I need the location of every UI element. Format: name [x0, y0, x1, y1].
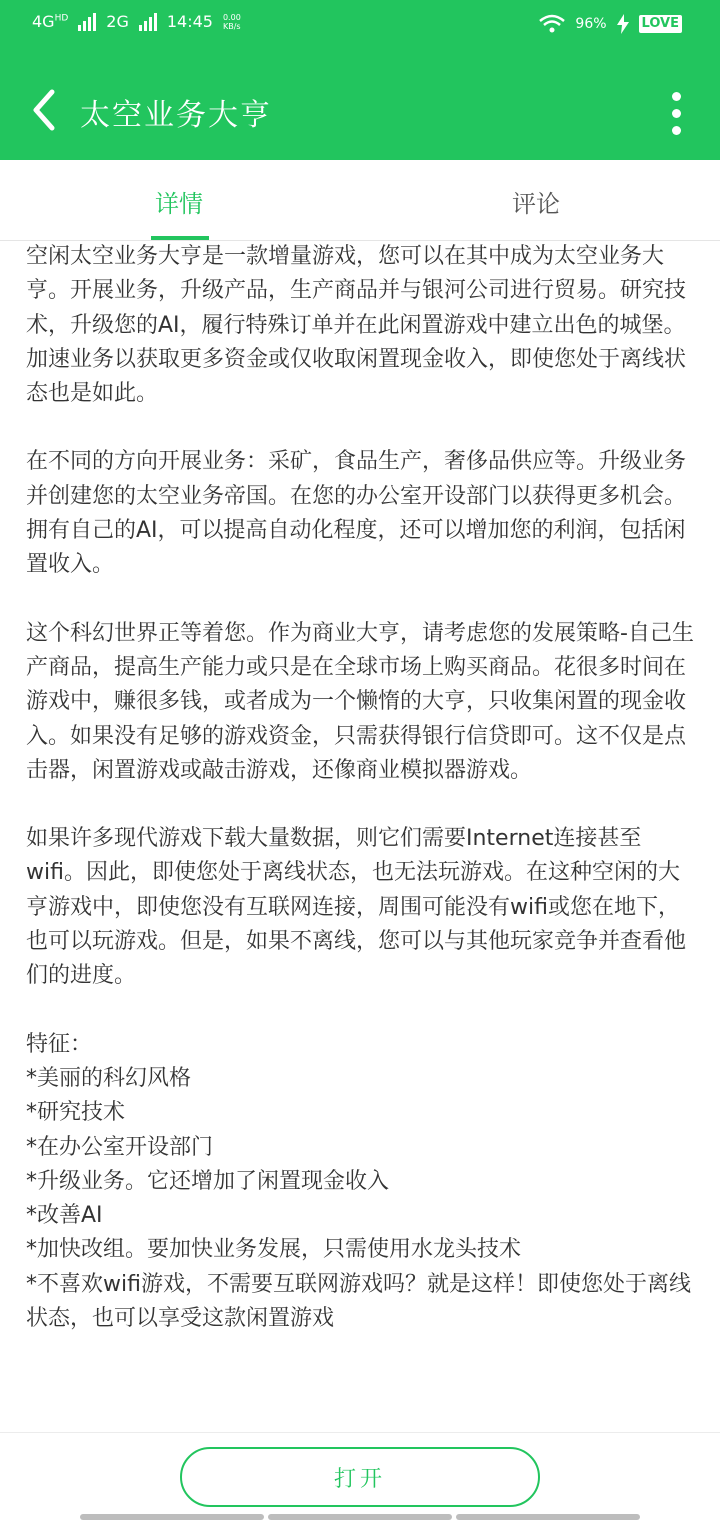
signal-icon: [139, 13, 157, 31]
network-1: $4G^{HD}$: [32, 12, 69, 31]
signal-icon: [78, 13, 96, 31]
chevron-left-icon[interactable]: [26, 88, 62, 132]
tab-details[interactable]: 详情: [155, 190, 203, 218]
network-2: 2G: [106, 12, 129, 31]
feature-item: *研究技术: [26, 1100, 126, 1126]
feature-item: *升级业务。它还增加了闲置现金收入: [26, 1168, 390, 1194]
description: [26, 240, 696, 1336]
footer-bar: [0, 1432, 720, 1521]
description-paragraph: 如果许多现代游戏下载大量数据，则它们需要Internet连接甚至wifi。因此，即使您处于离线状态，也无法玩游戏。在这种空闲的大亨游戏中，即使您没有互联网连接，周围可能没有wifi或您在地下，也可以玩游戏。但是，如果不离线，您可以与其他玩家竞争并查看他们的进度。: [26, 826, 687, 989]
status-right: [539, 14, 682, 34]
nav-gesture-bar[interactable]: [80, 1514, 640, 1520]
tab-comments[interactable]: 评论: [512, 190, 560, 218]
description-paragraph: 这个科幻世界正等着您。作为商业大亨，请考虑您的发展策略-自己生产商品，提高生产能力或只是在全球市场上购买商品。花很多时间在游戏中，赚很多钱，或者成为一个懒惰的大亨，只收集闲置的现金收入。如果没有足够的游戏资金，只需获得银行信贷即可。这不仅是点击器，闲置游戏或敲击游戏，还像商业模拟器游戏。: [26, 620, 694, 783]
charging-icon: [617, 14, 629, 34]
feature-item: *在办公室开设部门: [26, 1134, 214, 1160]
feature-item: *加快改组。要加快业务发展，只需使用水龙头技术: [26, 1237, 522, 1263]
net-speed: 0.00 KB/s: [222, 12, 241, 31]
page-title: 太空业务大亨: [80, 98, 272, 133]
feature-item: *不喜欢wifi游戏，不需要互联网游戏吗？就是这样！即使您处于离线状态，也可以享受这款闲置游戏: [26, 1271, 691, 1332]
feature-item: *改善AI: [26, 1203, 103, 1229]
features-list: [26, 1062, 696, 1336]
brand-badge: LOVE: [639, 15, 682, 33]
tab-bar: [0, 160, 720, 241]
feature-item: *美丽的科幻风格: [26, 1065, 192, 1091]
status-left: [32, 12, 241, 31]
description-paragraph: 空闲太空业务大亨是一款增量游戏，您可以在其中成为太空业务大亨。开展业务，升级产品，生产商品并与银河公司进行贸易。研究技术，升级您的AI，履行特殊订单并在此闲置游戏中建立出色的城堡。加速业务以获取更多资金或仅收取闲置现金收入，即使您处于离线状态也是如此。: [26, 244, 687, 407]
clock: 14:45: [166, 12, 213, 31]
battery-level: 96%: [575, 16, 607, 32]
wifi-icon: [539, 14, 565, 34]
open-button[interactable]: 打开: [180, 1447, 540, 1507]
more-vertical-icon[interactable]: [670, 92, 682, 136]
app-bar: [0, 52, 720, 160]
status-bar: [0, 0, 720, 52]
description-paragraph: 在不同的方向开展业务：采矿，食品生产，奢侈品供应等。升级业务并创建您的太空业务帝国。在您的办公室开设部门以获得更多机会。拥有自己的AI，可以提高自动化程度，还可以增加您的利润，包括闲置收入。: [26, 449, 687, 578]
features-title: 特征：: [26, 1031, 93, 1057]
